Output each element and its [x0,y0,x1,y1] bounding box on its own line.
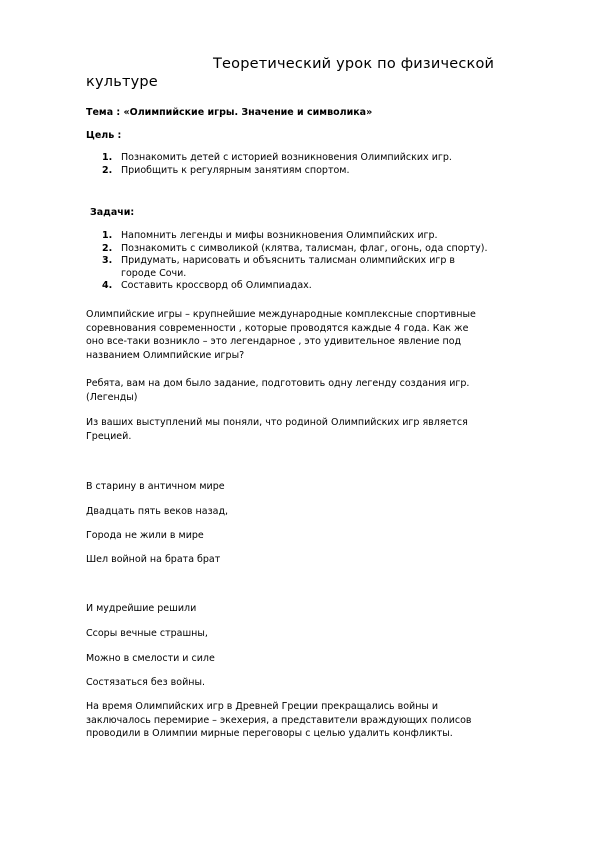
list-number: 2. [102,164,113,176]
poem-line: И мудрейшие решили [86,603,197,614]
goals-list [102,152,452,177]
goal-item [102,165,452,178]
task-item [102,230,487,243]
paragraph-line: Из ваших выступлений мы поняли, что родиной Олимпийских игр является [86,417,468,428]
paragraph-line: Грецией. [86,430,132,442]
paragraph-line: названием Олимпийские игры? [86,349,245,361]
tasks-heading: Задачи: [90,207,135,218]
poem-line: Шел войной на брата брат [86,554,221,565]
goal-text: Познакомить детей с историей возникновения Олимпийских игр. [121,152,452,163]
list-number: 1. [102,230,113,241]
paragraph-line: На время Олимпийских игр в Древней Греции прекращались войны и [86,701,439,712]
paragraph-intro [86,308,526,362]
poem-line: Можно в смелости и силе [86,653,215,664]
task-item [102,243,487,256]
paragraph-line: (Легенды) [86,391,138,403]
list-number: 3. [102,255,113,266]
tasks-list [102,230,487,293]
paragraph-line: Олимпийские игры – крупнейшие международные комплексные спортивные [86,309,476,320]
poem-line: В старину в античном мире [86,481,225,492]
paragraph-truce [86,700,526,741]
list-number: 2. [102,242,113,254]
task-text: Составить кроссворд об Олимпиадах. [121,280,312,291]
task-item [102,255,487,280]
poem-line: Двадцать пять веков назад, [86,506,229,517]
goal-item [102,152,452,165]
document-title-line-2: культуре [86,74,158,90]
list-number: 1. [102,152,113,163]
poem-line: Состязаться без войны. [86,677,205,688]
lesson-topic: Тема : «Олимпийские игры. Значение и символика» [86,107,373,118]
poem-line: Ссоры вечные страшны, [86,628,208,639]
task-text: Познакомить с символикой (клятва, талисман, флаг, огонь, ода спорту). [121,242,488,254]
task-text-continued: городе Сочи. [121,267,187,279]
goal-text: Приобщить к регулярным занятиям спортом. [121,164,350,176]
paragraph-line: проводили в Олимпии мирные переговоры с целью удалить конфликты. [86,728,453,739]
task-text: Придумать, нарисовать и объяснить талисман олимпийских игр в [121,255,456,266]
paragraph-line: соревнования современности , которые проводятся каждые 4 года. Как же [86,322,469,334]
paragraph-line: Ребята, вам на дом было задание, подготовить одну легенду создания игр. [86,378,470,389]
goal-heading: Цель : [86,130,122,141]
task-text: Напомнить легенды и мифы возникновения Олимпийских игр. [121,230,438,241]
task-item [102,280,487,293]
paragraph-line: оно все-таки возникло – это легендарное , это удивительное явление под [86,336,462,347]
document-title-line-1: Теоретический урок по физической [213,56,495,72]
paragraph-greece [86,416,526,443]
paragraph-line: заключалось перемирие – экехерия, а представители враждующих полисов [86,714,472,726]
poem-line: Города не жили в мире [86,530,204,541]
paragraph-homework [86,377,526,404]
list-number: 4. [102,280,113,291]
